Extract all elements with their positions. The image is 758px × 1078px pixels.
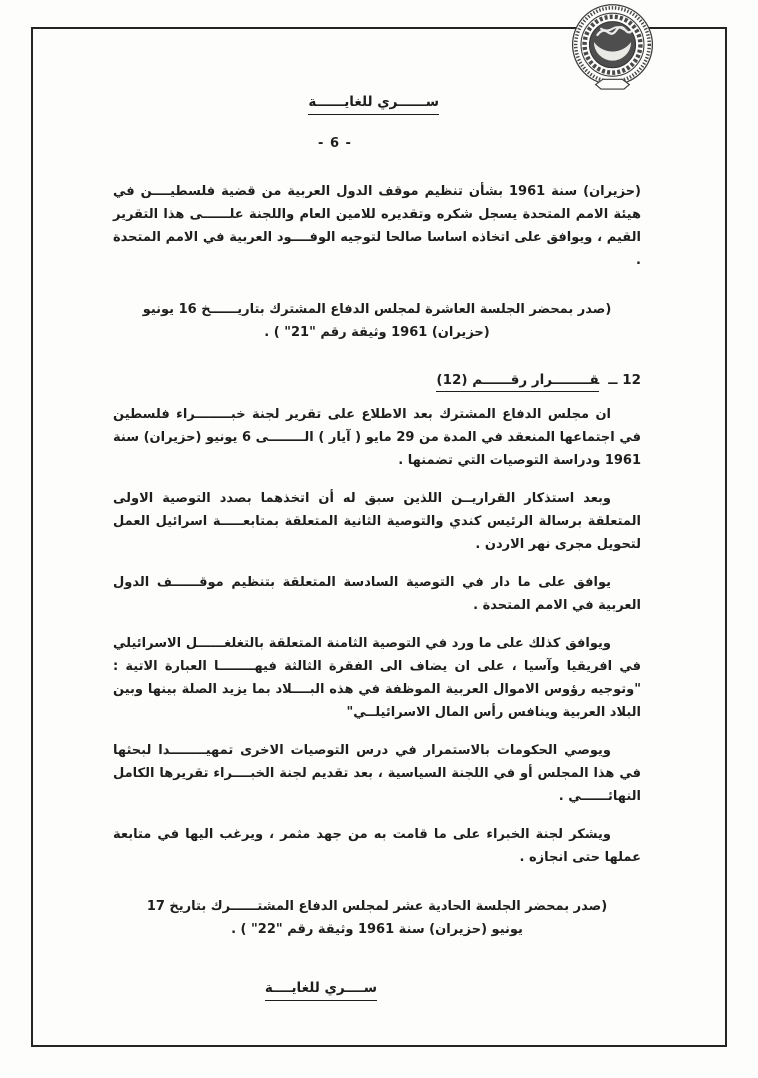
decision-number: 12 ــ: [608, 372, 641, 388]
paragraph-6: ويشكر لجنة الخبراء على ما قامت به من جهد مثمر ، ويرغب اليها في متابعة عملها حتى انجازه .: [113, 827, 641, 865]
arab-league-seal-icon: [568, 3, 657, 97]
source-note-session-11: (صدر بمحضر الجلسة الحادية عشر لمجلس الدفاع المشتــــــرك بتاريخ 17 يونيو (حزيران) سنة 1961 وثيقة رقم "22" ) .: [146, 899, 608, 937]
document-content: [113, 27, 641, 1047]
source-note-session-10: (صدر بمحضر الجلسة العاشرة لمجلس الدفاع المشترك بتاريــــــخ 16 يونيو (حزيران) 1961 وثيقة رقم "21" ) .: [142, 302, 612, 340]
paragraph-4: ويوافق كذلك على ما ورد في التوصية الثامنة المتعلقة بالتغلغــــــل الاسرائيلي في افريقيا وآسيا ، على ان يضاف الى الفقرة الثالثة فيهــــــــا العبارة الاتية : "وتوجيه رؤوس الاموال العربية الموظفة في هذه البــــلاد بما يزيد الصلة بينها وبين البلاد العربية وينافس رأس المال الاسرائيلــي": [113, 636, 641, 720]
paragraph-2: وبعد استذكار القراريــن اللذين سبق له أن اتخذهما بصدد التوصية الاولى المتعلقة برسالة الرئيس كندي والتوصية الثانية المتعلقة بمتابعـــــة اسرائيل العمل لتحويل مجرى نهر الاردن .: [113, 491, 641, 552]
classification-header: [113, 91, 641, 110]
paragraph-3: يوافق على ما دار في التوصية السادسة المتعلقة بتنظيم موقــــــف الدول العربية في الامم المتحدة .: [113, 575, 641, 613]
classification-header-text: ســــــري للغايــــــة: [308, 94, 439, 115]
paragraph-5: ويوصي الحكومات بالاستمرار في درس التوصيات الاخرى تمهيــــــــدا لبحثها في هذا المجلس أو في اللجنة السياسية ، بعد تقديم لجنة الخبــــراء تقريرها الكامل النهائــــــي .: [113, 743, 641, 804]
decision-heading: [113, 372, 641, 388]
classification-footer: [113, 977, 641, 996]
classification-footer-text: ســــري للغايــــة: [265, 980, 377, 1001]
page-number: - 6 -: [318, 136, 352, 151]
paragraph-intro: (حزيران) سنة 1961 بشأن تنظيم موقف الدول العربية من قضية فلسطيــــن في هيئة الامم المتحدة يسجل شكره وتقديره للامين العام واللجنة علــــــى هذا التقرير القيم ، ويوافق على اتخاذه اساسا صالحا لتوجيه الوفــــود العربية في الامم المتحدة .: [113, 184, 641, 268]
paragraph-1: ان مجلس الدفاع المشترك بعد الاطلاع على تقرير لجنة خبــــــــراء فلسطين في اجتماعها المنعقد في المدة من 29 مايو ( آيار ) الــــــــى 6 يونيو (حزيران) سنة 1961 ودراسة التوصيات التي تضمنها .: [113, 407, 641, 468]
decision-title: قــــــــرار رقــــــم (12): [436, 372, 599, 392]
